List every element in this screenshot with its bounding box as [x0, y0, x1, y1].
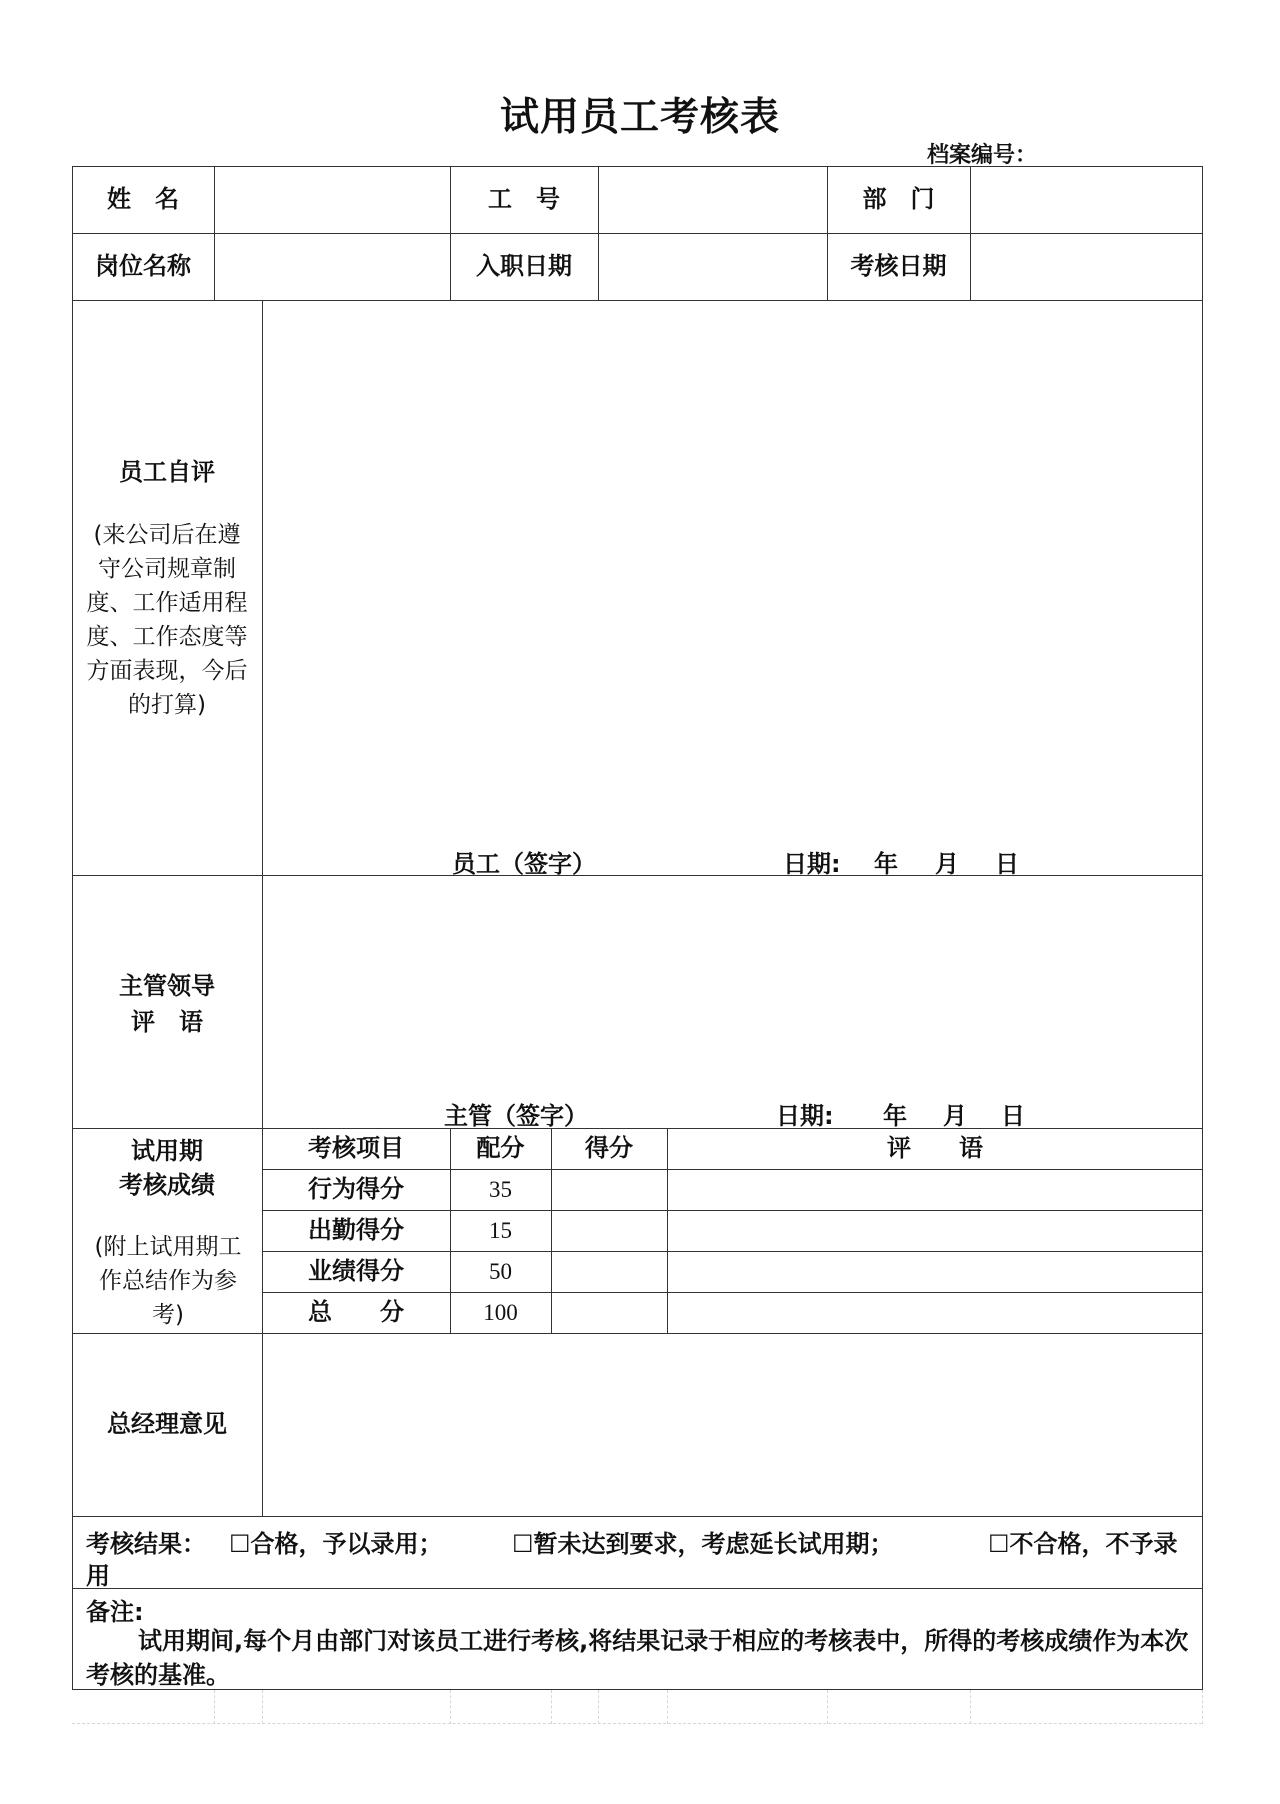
employee-sign-label: 员工（签字） — [452, 850, 596, 878]
employee-date-day: 日 — [995, 850, 1019, 878]
employee-id-label: 工 号 — [488, 185, 560, 214]
result-option-fail[interactable]: ☐不合格，不予录 — [988, 1530, 1178, 1558]
supervisor-sign-label: 主管（签字） — [444, 1102, 588, 1130]
review-date-label: 考核日期 — [850, 252, 947, 281]
score-total-comment-field[interactable] — [667, 1292, 1203, 1333]
supervisor-date-label: 日期: — [776, 1102, 834, 1130]
gm-opinion-field[interactable] — [262, 1333, 1203, 1516]
scores-label-line1: 试用期 — [131, 1137, 203, 1165]
review-date-field[interactable] — [970, 233, 1203, 300]
score-total-points: 100 — [483, 1299, 518, 1325]
result-option-pass[interactable]: ☐合格，予以录用； — [229, 1530, 443, 1558]
result-option-extend[interactable]: ☐暂未达到要求，考虑延长试用期； — [512, 1530, 894, 1558]
supervisor-label-line2: 评 语 — [131, 1008, 203, 1036]
scores-label — [72, 1132, 262, 1204]
remarks-label: 备注: — [86, 1598, 144, 1626]
score-col-points: 配分 — [476, 1134, 525, 1163]
score-row-score-field[interactable] — [551, 1210, 667, 1251]
supervisor-label-line1: 主管领导 — [119, 972, 215, 1000]
form-title: 试用员工考核表 — [499, 95, 780, 140]
self-eval-field[interactable] — [262, 300, 1203, 830]
score-row-comment-field[interactable] — [667, 1169, 1203, 1210]
supervisor-date-day: 日 — [1001, 1102, 1025, 1130]
score-row-item: 业绩得分 — [308, 1257, 404, 1286]
position-label: 岗位名称 — [95, 252, 191, 281]
score-col-item: 考核项目 — [308, 1134, 404, 1163]
score-row-points: 15 — [489, 1217, 512, 1243]
scores-label-line2: 考核成绩 — [119, 1171, 215, 1199]
department-label: 部 门 — [862, 185, 935, 214]
score-total-label: 总 分 — [308, 1298, 404, 1327]
employee-date-month: 月 — [935, 850, 959, 878]
score-row-points: 35 — [489, 1176, 512, 1202]
result-option-fail-cont: 用 — [86, 1562, 110, 1590]
position-field[interactable] — [214, 233, 450, 300]
score-row-score-field[interactable] — [551, 1169, 667, 1210]
supervisor-comment-field[interactable] — [262, 875, 1203, 1085]
result-label: 考核结果： — [86, 1530, 206, 1558]
score-row-score-field[interactable] — [551, 1251, 667, 1292]
employee-date-year: 年 — [874, 850, 898, 878]
gm-opinion-label: 总经理意见 — [107, 1410, 227, 1439]
scores-note: (附上试用期工作总结作为参考) — [94, 1234, 242, 1328]
name-field[interactable] — [214, 166, 450, 233]
score-row-points: 50 — [489, 1258, 512, 1284]
name-label: 姓 名 — [107, 185, 179, 214]
score-row-comment-field[interactable] — [667, 1210, 1203, 1251]
supervisor-date-year: 年 — [883, 1102, 907, 1130]
supervisor-label — [72, 966, 262, 1042]
supervisor-date-month: 月 — [943, 1102, 967, 1130]
employee-id-field[interactable] — [598, 166, 827, 233]
file-number-label: 档案编号： — [927, 143, 1038, 168]
join-date-label: 入职日期 — [476, 252, 572, 281]
remarks-text: 试用期间,每个月由部门对该员工进行考核,将结果记录于相应的考核表中，所得的考核成绩作为本次考核的基准。 — [86, 1627, 1189, 1689]
score-col-comment: 评 语 — [887, 1134, 983, 1163]
join-date-field[interactable] — [598, 233, 827, 300]
score-row-comment-field[interactable] — [667, 1251, 1203, 1292]
employee-date-label: 日期: — [783, 850, 841, 878]
score-row-item: 出勤得分 — [308, 1216, 404, 1245]
department-field[interactable] — [970, 166, 1203, 233]
score-row-item: 行为得分 — [308, 1175, 404, 1204]
self-eval-note: (来公司后在遵守公司规章制度、工作适用程度、工作态度等方面表现，今后的打算) — [86, 522, 248, 718]
score-col-score: 得分 — [585, 1134, 633, 1163]
score-total-field[interactable] — [551, 1292, 667, 1333]
self-eval-label: 员工自评 — [119, 457, 215, 486]
